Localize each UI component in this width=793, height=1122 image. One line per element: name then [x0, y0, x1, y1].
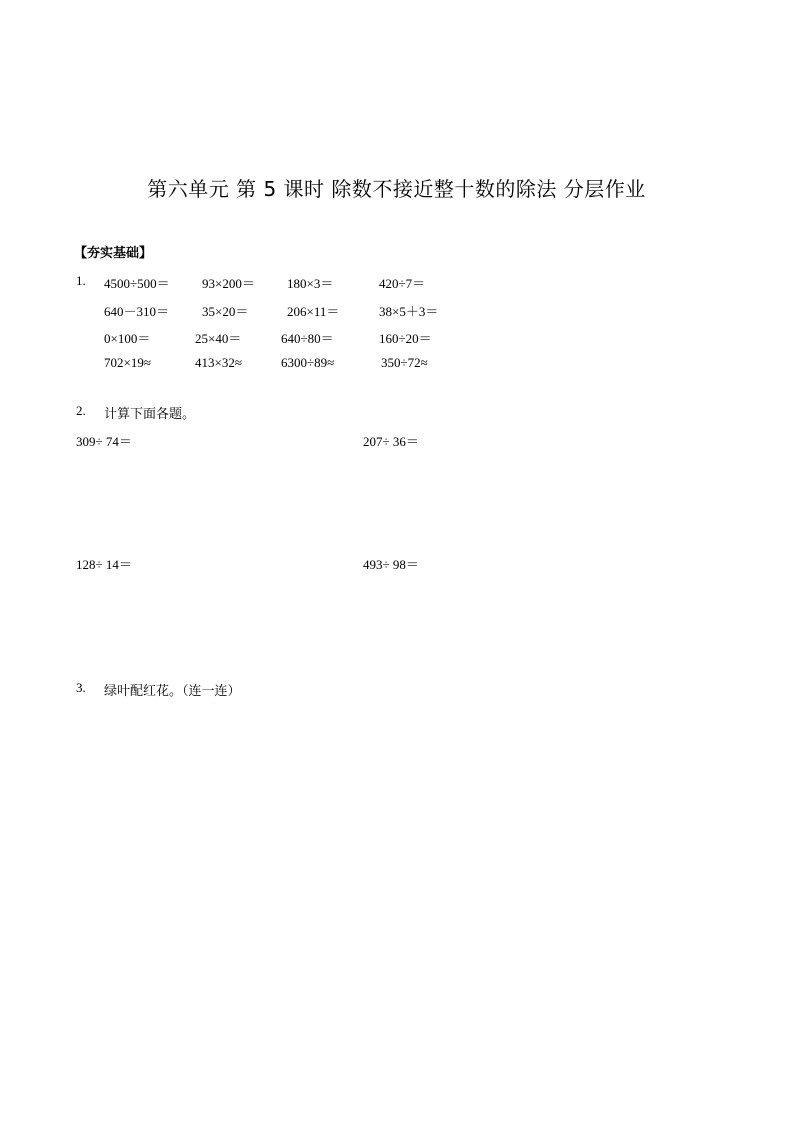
q2-problem: 493÷ 98＝: [363, 557, 419, 572]
q1-expr: 420÷7＝: [379, 276, 426, 291]
q1-expr: 4500÷500＝: [104, 276, 170, 291]
q1-expr: 413×32≈: [195, 355, 242, 370]
question-1-number: 1.: [76, 273, 86, 288]
q1-expr: 160÷20＝: [379, 331, 432, 346]
q1-expr: 640÷80＝: [281, 331, 334, 346]
question-3-text: 绿叶配红花。（连一连）: [104, 684, 241, 699]
q2-problem: 309÷ 74＝: [76, 434, 132, 449]
q2-problem: 207÷ 36＝: [363, 434, 419, 449]
q1-expr: 38×5＋3＝: [379, 304, 439, 319]
q1-expr: 0×100＝: [104, 331, 151, 346]
question-2-number: 2.: [76, 403, 86, 418]
q1-expr: 93×200＝: [202, 276, 255, 291]
page-title: 第六单元 第 5 课时 除数不接近整十数的除法 分层作业: [147, 177, 646, 201]
q1-expr: 35×20＝: [202, 304, 249, 319]
q1-expr: 206×11＝: [287, 304, 340, 319]
q1-expr: 6300÷89≈: [281, 355, 335, 370]
q2-problem: 128÷ 14＝: [76, 557, 132, 572]
q1-expr: 640－310＝: [104, 304, 170, 319]
q1-expr: 350÷72≈: [381, 355, 428, 370]
q1-expr: 180×3＝: [287, 276, 334, 291]
section-header: 【夯实基础】: [74, 246, 153, 261]
q1-expr: 25×40＝: [195, 331, 242, 346]
question-2-text: 计算下面各题。: [104, 407, 196, 422]
question-3-number: 3.: [76, 680, 86, 695]
q1-expr: 702×19≈: [104, 355, 151, 370]
